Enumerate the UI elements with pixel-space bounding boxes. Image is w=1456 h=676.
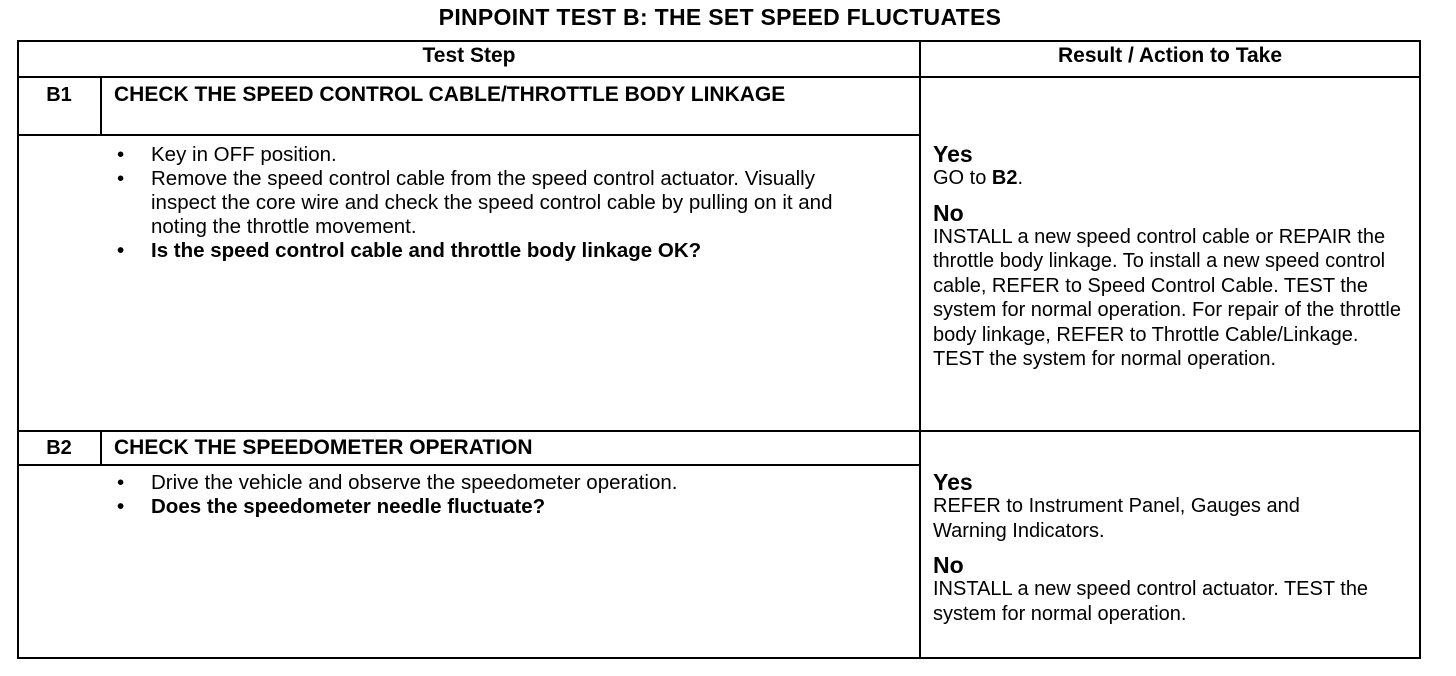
- result-b1: [933, 142, 1411, 372]
- header-divider: [17, 76, 1421, 78]
- no-action: INSTALL a new speed control cable or REPAIR the throttle body linkage. To install a new speed control cable, REFER to Speed Control Cable. TEST the system for normal operation. For repair of the throttle body linkage, REFER to Throttle Cable/Linkage. TEST the system for normal operation.: [933, 225, 1401, 370]
- header-result-action: Result / Action to Take: [1057, 44, 1283, 67]
- header-test-step: Test Step: [422, 44, 516, 67]
- b1-id-divider: [100, 76, 102, 135]
- result-b2: [933, 470, 1373, 626]
- list-item: • Key in OFF position.: [117, 143, 877, 167]
- step-b2-instructions: [117, 471, 907, 519]
- yes-action: REFER to Instrument Panel, Gauges and Warning Indicators.: [933, 495, 1300, 542]
- step-title-b1: CHECK THE SPEED CONTROL CABLE/THROTTLE BODY LINKAGE: [114, 83, 786, 106]
- step-b1-instructions: [117, 143, 877, 263]
- step-reference-b2: B2: [991, 167, 1018, 189]
- yes-action: GO to B2.: [933, 167, 1024, 189]
- column-divider: [919, 40, 921, 659]
- b1-title-underline: [17, 134, 920, 136]
- yes-label: Yes: [933, 141, 973, 167]
- list-item: • Drive the vehicle and observe the speedometer operation.: [117, 471, 907, 495]
- no-action: INSTALL a new speed control actuator. TEST the system for normal operation.: [933, 578, 1369, 625]
- step-id-b2: B2: [46, 437, 72, 459]
- no-label: No: [933, 199, 964, 226]
- row-divider-b2: [17, 430, 1421, 432]
- step-b1-question: • Is the speed control cable and throttle body linkage OK?: [117, 239, 877, 263]
- no-label: No: [933, 552, 964, 578]
- step-b2-question: • Does the speedometer needle fluctuate?: [117, 495, 907, 519]
- b2-title-underline: [17, 464, 920, 466]
- step-title-b2: CHECK THE SPEEDOMETER OPERATION: [114, 436, 533, 459]
- page-title: PINPOINT TEST B: THE SET SPEED FLUCTUATES: [438, 4, 1002, 30]
- yes-label: Yes: [933, 469, 973, 495]
- b2-id-divider: [100, 430, 102, 465]
- step-id-b1: B1: [46, 84, 72, 106]
- list-item: • Remove the speed control cable from the speed control actuator. Visually inspect the core wire and check the speed control cable by pulling on it and noting the throttle movement.: [117, 167, 877, 239]
